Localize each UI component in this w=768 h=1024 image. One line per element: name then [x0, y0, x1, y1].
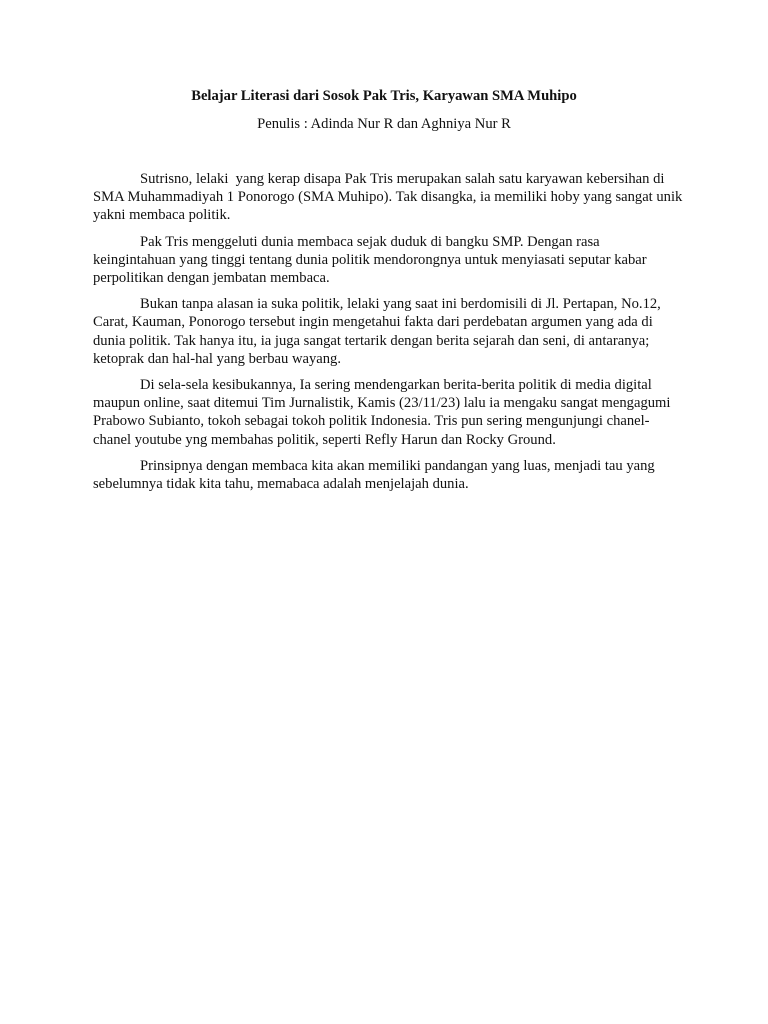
paragraph-4: Di sela-sela kesibukannya, Ia sering mendengarkan berita-berita politik di media digital maupun online, saat ditemui Tim Jurnalistik, Kamis (23/11/23) lalu ia mengaku sangat mengagumi Prabowo Subianto, tokoh sebagai tokoh politik Indonesia. Tris pun sering mengunjungi chanel-chanel youtube yng membahas politik, seperti Refly Harun dan Rocky Ground.: [93, 377, 675, 448]
article-body: [93, 170, 686, 501]
paragraph-2: Pak Tris menggeluti dunia membaca sejak duduk di bangku SMP. Dengan rasa keingintahuan yang tinggi tentang dunia politik mendorongnya untuk menyiasati seputar kabar perpolitikan dengan jembatan membaca.: [93, 233, 651, 287]
article-title: Belajar Literasi dari Sosok Pak Tris, Karyawan SMA Muhipo: [191, 88, 577, 104]
author-line: Penulis : Adinda Nur R dan Aghniya Nur R: [257, 116, 511, 132]
paragraph-1: Sutrisno, lelaki yang kerap disapa Pak Tris merupakan salah satu karyawan kebersihan di SMA Muhammadiyah 1 Ponorogo (SMA Muhipo). Tak disangka, ia memiliki hoby yang sangat unik yakni membaca politik.: [93, 171, 686, 224]
paragraph-3: Bukan tanpa alasan ia suka politik, lelaki yang saat ini berdomisili di Jl. Pertapan, No.12, Carat, Kauman, Ponorogo tersebut ingin mengetahui fakta dari perdebatan argumen yang ada di dunia politik. Tak hanya itu, ia juga sangat tertarik dengan berita sejarah dan seni, di antaranya; ketoprak dan hal-hal yang berbau wayang.: [93, 296, 665, 367]
paragraph-5: Prinsipnya dengan membaca kita akan memiliki pandangan yang luas, menjadi tau yang sebelumnya tidak kita tahu, memabaca adalah menjelajah dunia.: [93, 457, 659, 493]
